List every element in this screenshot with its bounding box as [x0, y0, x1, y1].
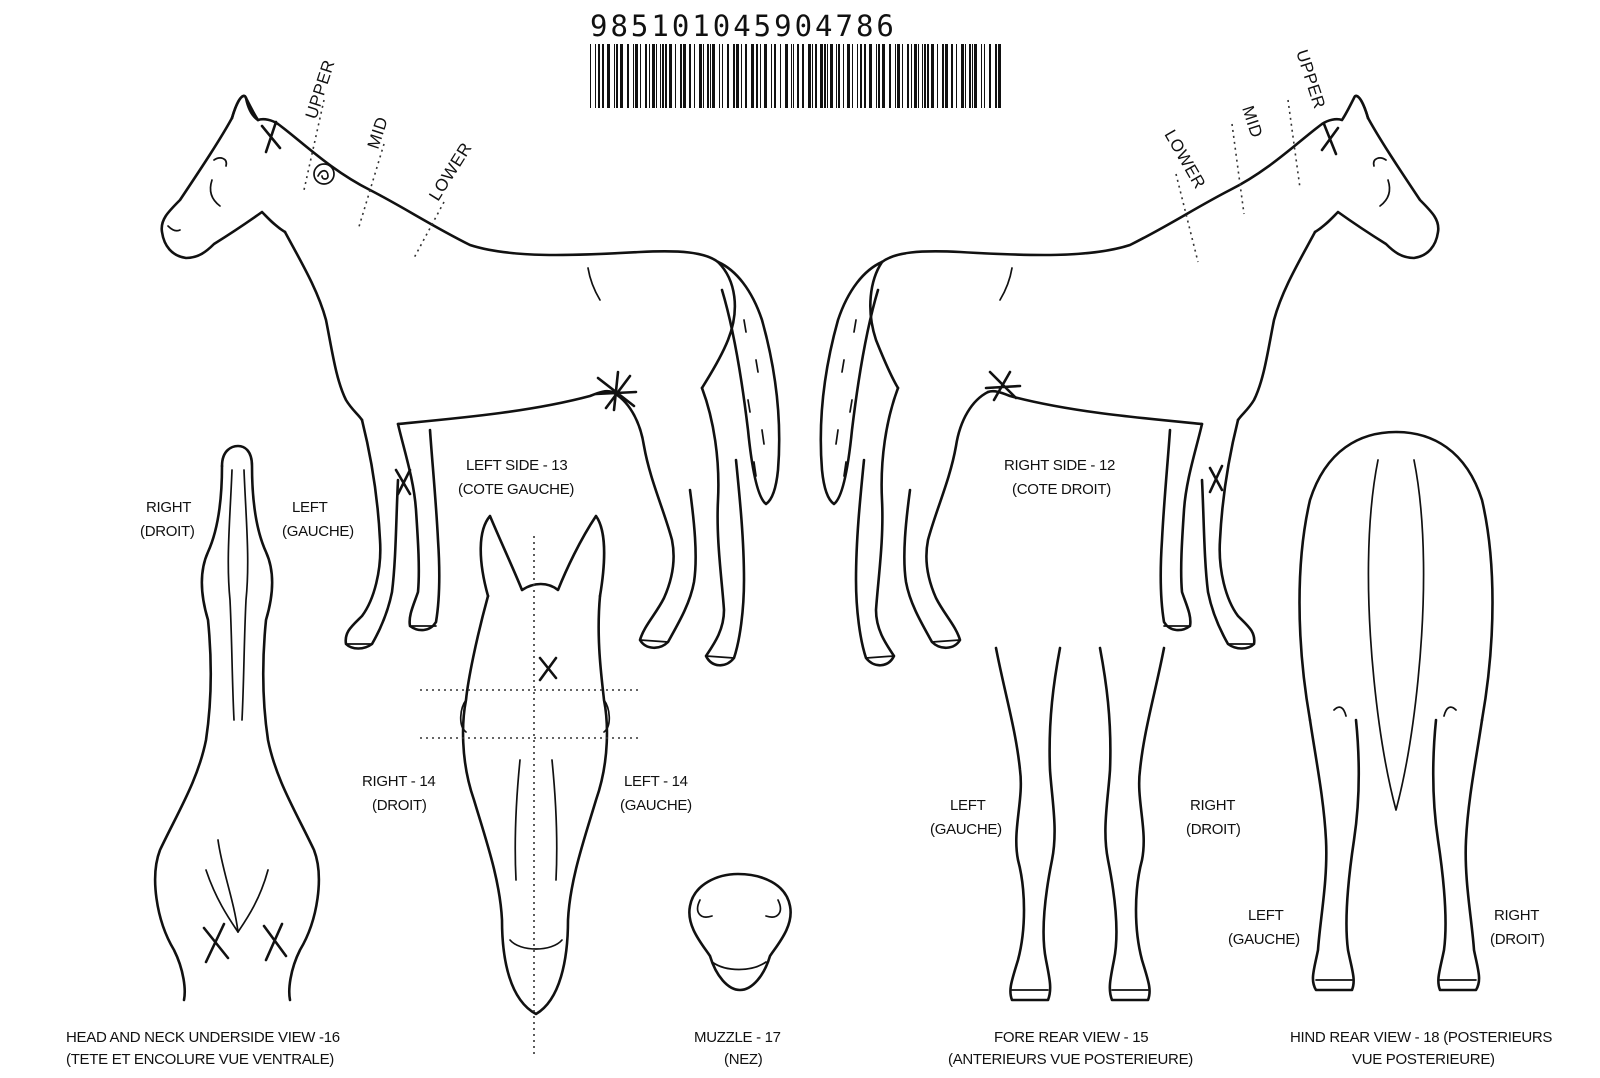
barcode-bar — [852, 44, 853, 108]
barcode-bar — [914, 44, 917, 108]
barcode-bar — [897, 44, 900, 108]
right-side-subtitle: (COTE DROIT) — [1012, 481, 1111, 498]
left-zone-upper: UPPER — [301, 57, 339, 122]
barcode-bar — [598, 44, 600, 108]
barcode-bar — [864, 44, 866, 108]
barcode-bar — [620, 44, 623, 108]
barcode-bars — [590, 44, 1001, 108]
barcode-number: 985101045904786 — [590, 9, 897, 43]
barcode-bar — [756, 44, 758, 108]
barcode-bar — [878, 44, 880, 108]
barcode-bar — [922, 44, 923, 108]
barcode-bar — [660, 44, 661, 108]
barcode-bar — [712, 44, 715, 108]
barcode-bar — [640, 44, 641, 108]
barcode-bar — [774, 44, 776, 108]
fore-rear-caption-fr: (ANTERIEURS VUE POSTERIEURE) — [948, 1051, 1193, 1068]
barcode-bar — [830, 44, 833, 108]
barcode-bar — [616, 44, 618, 108]
barcode-bar — [843, 44, 844, 108]
barcode-bar — [699, 44, 702, 108]
underside-left: LEFT — [292, 499, 328, 516]
barcode-bar — [827, 44, 828, 108]
barcode-bar — [607, 44, 610, 108]
underside-caption-fr: (TETE ET ENCOLURE VUE VENTRALE) — [66, 1051, 334, 1068]
barcode-bar — [662, 44, 664, 108]
barcode-bar — [751, 44, 754, 108]
barcode-bar — [972, 44, 973, 108]
barcode-bar — [927, 44, 929, 108]
muzzle-caption: MUZZLE - 17 — [694, 1029, 781, 1046]
left-side-horse — [162, 57, 780, 665]
fore-rear-left: LEFT — [950, 797, 986, 814]
underside-left-fr: (GAUCHE) — [282, 523, 354, 540]
barcode-bar — [907, 44, 909, 108]
barcode-bar — [931, 44, 934, 108]
hind-rear-left: LEFT — [1248, 907, 1284, 924]
barcode-bar — [869, 44, 872, 108]
fore-rear-caption: FORE REAR VIEW - 15 — [994, 1029, 1149, 1046]
head-front-right-fr: (DROIT) — [372, 797, 427, 814]
barcode-bar — [722, 44, 723, 108]
barcode-bar — [652, 44, 655, 108]
barcode-bar — [824, 44, 826, 108]
fore-rear-right-fr: (DROIT) — [1186, 821, 1241, 838]
left-zone-lower: LOWER — [425, 139, 476, 205]
left-side-title: LEFT SIDE - 13 — [466, 457, 568, 474]
underside-caption: HEAD AND NECK UNDERSIDE VIEW -16 — [66, 1029, 340, 1046]
left-zone-mid: MID — [363, 114, 392, 152]
barcode-bar — [733, 44, 735, 108]
barcode-bar — [645, 44, 647, 108]
barcode-bar — [797, 44, 799, 108]
muzzle-caption-fr: (NEZ) — [724, 1051, 763, 1068]
head-front-view — [362, 516, 692, 1058]
barcode-bar — [895, 44, 896, 108]
underside-right: RIGHT — [146, 499, 192, 516]
fore-rear-right: RIGHT — [1190, 797, 1236, 814]
barcode-bar — [785, 44, 788, 108]
underside-right-fr: (DROIT) — [140, 523, 195, 540]
barcode-bar — [995, 44, 997, 108]
barcode-bar — [815, 44, 817, 108]
barcode-bar — [836, 44, 837, 108]
head-front-right: RIGHT - 14 — [362, 773, 436, 790]
barcode-bar — [838, 44, 840, 108]
barcode-bar — [665, 44, 667, 108]
barcode-bar — [961, 44, 964, 108]
barcode-bar — [945, 44, 948, 108]
barcode-bar — [680, 44, 682, 108]
barcode-bar — [689, 44, 691, 108]
barcode-bar — [918, 44, 919, 108]
barcode-bar — [745, 44, 747, 108]
barcode-bar — [911, 44, 912, 108]
barcode-bar — [633, 44, 634, 108]
right-side-horse — [821, 47, 1439, 665]
head-front-left: LEFT - 14 — [624, 773, 688, 790]
barcode-bar — [989, 44, 991, 108]
barcode-bar — [707, 44, 709, 108]
barcode-bar — [820, 44, 823, 108]
barcode-bar — [942, 44, 944, 108]
barcode-bar — [760, 44, 761, 108]
muzzle-view — [689, 874, 790, 1068]
barcode-bar — [675, 44, 676, 108]
barcode-bar — [771, 44, 772, 108]
barcode-bar — [876, 44, 877, 108]
barcode-bar — [741, 44, 742, 108]
barcode-bar — [736, 44, 739, 108]
barcode-bar — [860, 44, 862, 108]
barcode-bar — [969, 44, 971, 108]
barcode-bar — [727, 44, 729, 108]
barcode-bar — [764, 44, 767, 108]
barcode-bar — [981, 44, 982, 108]
barcode-bar — [974, 44, 977, 108]
barcode-bar — [847, 44, 850, 108]
barcode-bar — [998, 44, 1001, 108]
head-neck-underside-view — [66, 446, 354, 1068]
barcode-bar — [595, 44, 596, 108]
right-zone-mid: MID — [1238, 103, 1267, 141]
right-side-title: RIGHT SIDE - 12 — [1004, 457, 1116, 474]
barcode-bar — [956, 44, 957, 108]
barcode-bar — [703, 44, 704, 108]
barcode-bar — [694, 44, 695, 108]
barcode-bar — [627, 44, 629, 108]
hind-rear-caption: HIND REAR VIEW - 18 (POSTERIEURS — [1290, 1029, 1553, 1046]
barcode-bar — [614, 44, 615, 108]
barcode-bar — [683, 44, 686, 108]
barcode-bar — [802, 44, 804, 108]
barcode-bar — [602, 44, 604, 108]
barcode-bar — [649, 44, 650, 108]
fore-rear-view — [930, 648, 1241, 1068]
barcode-bar — [889, 44, 891, 108]
barcode-bar — [812, 44, 813, 108]
barcode-bar — [965, 44, 966, 108]
barcode — [590, 9, 1001, 108]
left-side-subtitle: (COTE GAUCHE) — [458, 481, 575, 498]
hind-rear-right-fr: (DROIT) — [1490, 931, 1545, 948]
barcode-bar — [780, 44, 781, 108]
barcode-bar — [902, 44, 903, 108]
barcode-bar — [590, 44, 591, 108]
barcode-bar — [937, 44, 938, 108]
hind-rear-view — [1228, 432, 1552, 1068]
barcode-bar — [791, 44, 792, 108]
barcode-bar — [882, 44, 885, 108]
barcode-bar — [635, 44, 638, 108]
hind-rear-right: RIGHT — [1494, 907, 1540, 924]
barcode-bar — [924, 44, 926, 108]
barcode-bar — [951, 44, 953, 108]
barcode-bar — [984, 44, 985, 108]
barcode-bar — [669, 44, 672, 108]
right-zone-lower: LOWER — [1160, 126, 1210, 193]
hind-rear-left-fr: (GAUCHE) — [1228, 931, 1300, 948]
right-zone-upper: UPPER — [1292, 47, 1330, 112]
barcode-bar — [656, 44, 657, 108]
head-front-left-fr: (GAUCHE) — [620, 797, 692, 814]
barcode-bar — [808, 44, 811, 108]
barcode-bar — [719, 44, 720, 108]
hind-rear-caption-fr: VUE POSTERIEURE) — [1352, 1051, 1495, 1068]
barcode-bar — [793, 44, 794, 108]
barcode-bar — [710, 44, 711, 108]
barcode-bar — [857, 44, 858, 108]
fore-rear-left-fr: (GAUCHE) — [930, 821, 1002, 838]
